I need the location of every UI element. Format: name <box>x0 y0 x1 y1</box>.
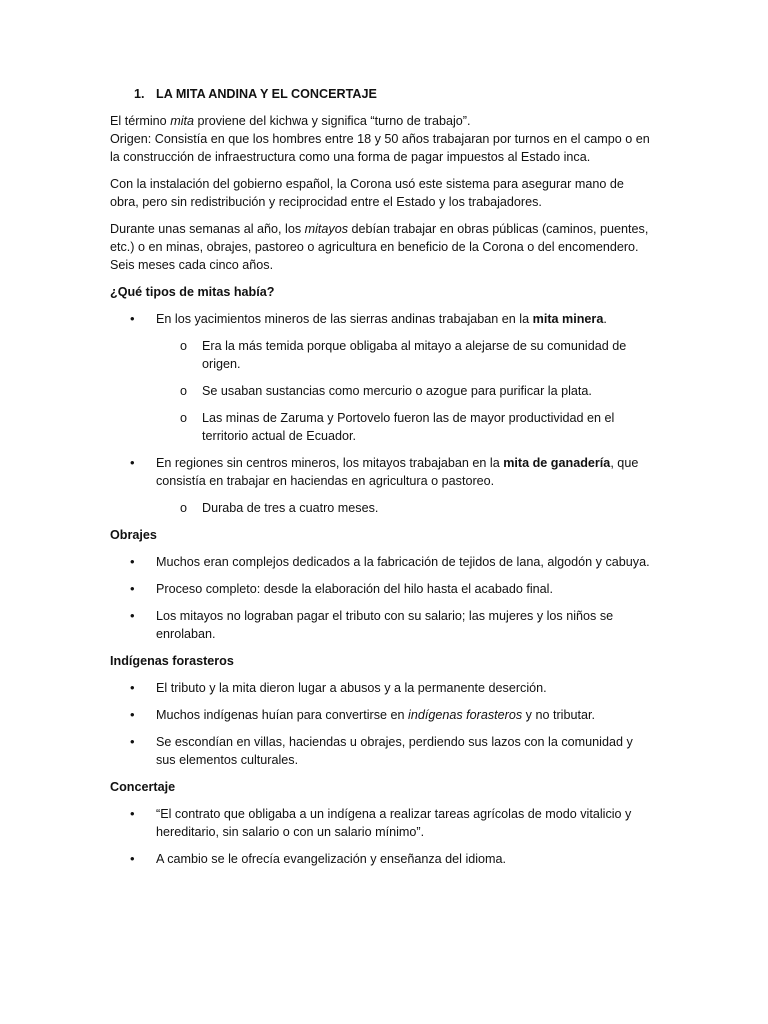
mita-ganaderia-sublist <box>156 499 655 517</box>
intro-paragraph <box>110 112 655 166</box>
bullet-icon: • <box>130 851 135 866</box>
list-item <box>110 580 655 598</box>
item-text: Muchos indígenas huían para convertirse en <box>156 708 409 722</box>
list-item <box>110 607 655 643</box>
spanish-government-paragraph: Con la instalación del gobierno español, la Corona usó este sistema para asegurar mano de obra, pero sin redistribución y reciprocidad entre el Estado y los trabajadores. <box>110 177 624 209</box>
tipos-list <box>110 310 655 517</box>
bullet-icon: • <box>130 806 135 821</box>
sub-bullet-icon: o <box>180 384 188 398</box>
bullet-icon: • <box>130 734 135 749</box>
list-item <box>110 706 655 724</box>
bullet-icon: • <box>130 554 135 569</box>
sub-list-item <box>156 337 655 373</box>
concertaje-title: Concertaje <box>110 780 176 794</box>
bullet-icon: • <box>130 581 135 596</box>
sub-bullet-icon: o <box>180 501 188 515</box>
section-heading <box>110 85 655 103</box>
forasteros-term: indígenas forasteros <box>408 708 523 722</box>
item-text: En los yacimientos mineros de las sierras andinas trabajaban en la <box>156 312 533 326</box>
document-page <box>110 85 655 877</box>
item-text: “El contrato que obligaba a un indígena a realizar tareas agrícolas de modo vitalicio y hereditario, sin salario o con un salario mínimo”. <box>156 807 632 839</box>
intro-text: El término <box>110 114 171 128</box>
sub-item-text: Era la más temida porque obligaba al mitayo a alejarse de su comunidad de origen. <box>202 339 627 371</box>
sub-bullet-icon: o <box>180 411 188 425</box>
concertaje-list <box>110 805 655 868</box>
item-text: El tributo y la mita dieron lugar a abusos y a la permanente deserción. <box>156 681 547 695</box>
sub-list-item <box>156 409 655 445</box>
mitayos-paragraph <box>110 220 655 274</box>
list-item <box>110 454 655 517</box>
list-item <box>110 850 655 868</box>
mita-minera-term: mita minera <box>532 312 604 326</box>
item-text-end: y no tributar. <box>522 708 595 722</box>
list-item <box>110 553 655 571</box>
item-text-end: , que consistía en trabajar en haciendas en agricultura o pastoreo. <box>156 456 639 488</box>
bullet-icon: • <box>130 608 135 623</box>
sub-list-item <box>156 499 655 517</box>
bullet-icon: • <box>130 311 135 326</box>
sub-list-item <box>156 382 655 400</box>
bullet-icon: • <box>130 455 135 470</box>
sub-item-text: Se usaban sustancias como mercurio o azogue para purificar la plata. <box>202 384 592 398</box>
sub-item-text: Las minas de Zaruma y Portovelo fueron las de mayor productividad en el territorio actual de Ecuador. <box>202 411 615 443</box>
list-item <box>110 679 655 697</box>
obrajes-list <box>110 553 655 643</box>
heading-title: LA MITA ANDINA Y EL CONCERTAJE <box>156 87 377 101</box>
mita-ganaderia-term: mita de ganadería <box>503 456 611 470</box>
bullet-icon: • <box>130 707 135 722</box>
item-text-end: . <box>603 312 607 326</box>
item-text: A cambio se le ofrecía evangelización y enseñanza del idioma. <box>156 852 507 866</box>
item-text: Los mitayos no lograban pagar el tributo con su salario; las mujeres y los niños se enrolaban. <box>156 609 614 641</box>
sub-bullet-icon: o <box>180 339 188 353</box>
tipos-title: ¿Qué tipos de mitas había? <box>110 285 275 299</box>
intro-term: mita <box>170 114 194 128</box>
mitayos-text-end: debían trabajar en obras públicas (caminos, puentes, etc.) o en minas, obrajes, pastoreo o agricultura en beneficio de la Corona o del encomendero. <box>110 222 649 254</box>
list-item <box>110 310 655 445</box>
list-item <box>110 805 655 841</box>
forasteros-list <box>110 679 655 769</box>
item-text: Muchos eran complejos dedicados a la fabricación de tejidos de lana, algodón y cabuya. <box>156 555 650 569</box>
obrajes-title: Obrajes <box>110 528 157 542</box>
bullet-icon: • <box>130 680 135 695</box>
mitayos-text: Durante unas semanas al año, los <box>110 222 305 236</box>
item-text: Proceso completo: desde la elaboración del hilo hasta el acabado final. <box>156 582 553 596</box>
sub-item-text: Duraba de tres a cuatro meses. <box>202 501 379 515</box>
mitayos-term: mitayos <box>304 222 349 236</box>
list-item <box>110 733 655 769</box>
intro-text-end: proviene del kichwa y significa “turno de trabajo”. <box>194 114 471 128</box>
item-text: En regiones sin centros mineros, los mitayos trabajaban en la <box>156 456 504 470</box>
item-text: Se escondían en villas, haciendas u obrajes, perdiendo sus lazos con la comunidad y sus elementos culturales. <box>156 735 633 767</box>
heading-number: 1. <box>134 87 145 101</box>
duration-text: Seis meses cada cinco años. <box>110 258 274 272</box>
forasteros-title: Indígenas forasteros <box>110 654 234 668</box>
mita-minera-sublist <box>156 337 655 445</box>
origin-text: Origen: Consistía en que los hombres entre 18 y 50 años trabajaran por turnos en el campo o en la construcción de infraestructura como una forma de pagar impuestos al Estado inca. <box>110 132 650 164</box>
